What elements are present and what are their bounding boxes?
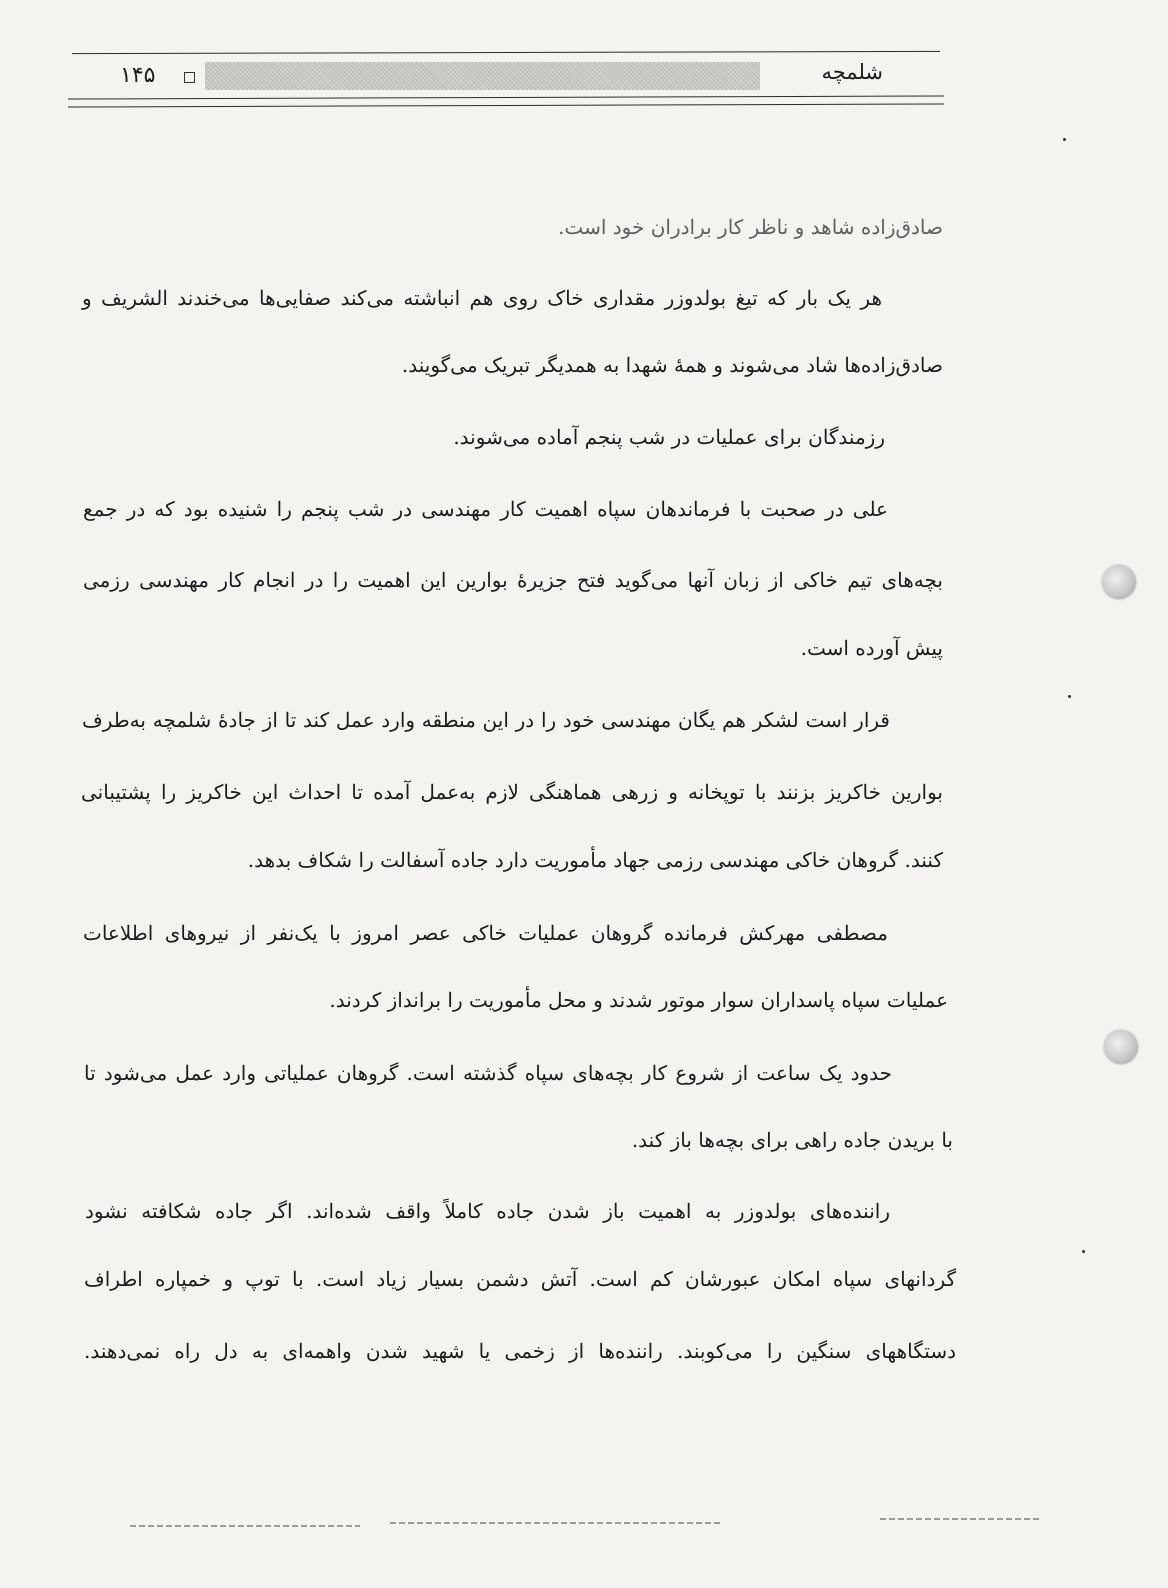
- text-line: هر یک بار که تیغ بولدوزر مقداری خاک روی هم انباشته می‌کند صفایی‌ها می‌خندند الشریف و: [82, 286, 882, 310]
- text-line: با بریدن جاده راهی برای بچه‌ها باز کند.: [631, 1128, 953, 1152]
- text-line: صادق‌زاده‌ها شاد می‌شوند و همهٔ شهدا به همدیگر تبریک می‌گویند.: [401, 353, 943, 377]
- header-bottom-rule: [68, 95, 944, 99]
- text-line: پیش آورده است.: [800, 636, 943, 660]
- text-line: کنند. گروهان خاکی مهندسی رزمی جهاد مأموریت دارد جاده آسفالت را شکاف بدهد.: [247, 848, 943, 872]
- speck: [1082, 1250, 1085, 1253]
- header-top-rule: [72, 51, 940, 54]
- punch-hole: [1104, 1030, 1138, 1064]
- text-line: بوارین خاکریز بزنند با توپخانه و زرهی هماهنگی لازم به‌عمل آمده تا احداث این خاکریز را پشتیبانی: [81, 780, 943, 804]
- text-line: مصطفی مهرکش فرمانده گروهان عملیات خاکی عصر امروز با یک‌نفر از نیروهای اطلاعات: [83, 921, 888, 945]
- text-line: رزمندگان برای عملیات در شب پنجم آماده می‌شوند.: [453, 425, 885, 449]
- text-line: گردانهای سپاه امکان عبورشان کم است. آتش دشمن بسیار زیاد است. با توپ و خمپاره اطراف: [84, 1267, 956, 1291]
- punch-hole: [1102, 565, 1136, 599]
- footer-smudge: [390, 1522, 720, 1524]
- running-head: شلمچه: [821, 60, 883, 84]
- footer-smudge: [880, 1518, 1040, 1520]
- footer-smudge: [130, 1525, 360, 1527]
- text-line: راننده‌های بولدوزر به اهمیت باز شدن جاده کاملاً واقف شده‌اند. اگر جاده شکافته نشود: [85, 1199, 890, 1223]
- speck: [1068, 695, 1071, 698]
- text-line: حدود یک ساعت از شروع کار بچه‌های سپاه گذشته است. گروهان عملیاتی وارد عمل می‌شود تا: [84, 1061, 892, 1085]
- text-line: علی در صحبت با فرماندهان سپاه اهمیت کار مهندسی در شب پنجم را شنیده بود که در جمع: [83, 497, 888, 521]
- header-bottom-rule-thin: [68, 103, 944, 107]
- square-ornament-icon: [184, 72, 195, 83]
- page-number: ۱۴۵: [120, 63, 156, 88]
- text-line: صادق‌زاده شاهد و ناظر کار برادران خود است.: [558, 215, 943, 239]
- text-line: دستگاههای سنگین را می‌کوبند. راننده‌ها از زخمی یا شهید شدن واهمه‌ای به دل راه نمی‌دهند.: [84, 1339, 956, 1363]
- header-shaded-band: [205, 62, 760, 90]
- text-line: قرار است لشکر هم یگان مهندسی خود را در این منطقه وارد عمل کند تا از جادهٔ شلمچه به‌طرف: [82, 708, 890, 732]
- text-line: بچه‌های تیم خاکی از زبان آنها می‌گوید فتح جزیرهٔ بوارین این اهمیت را در انجام کار مهندسی رزمی: [83, 568, 943, 592]
- text-line: عملیات سپاه پاسداران سوار موتور شدند و محل مأموریت را برانداز کردند.: [329, 988, 948, 1012]
- speck: [1063, 138, 1066, 141]
